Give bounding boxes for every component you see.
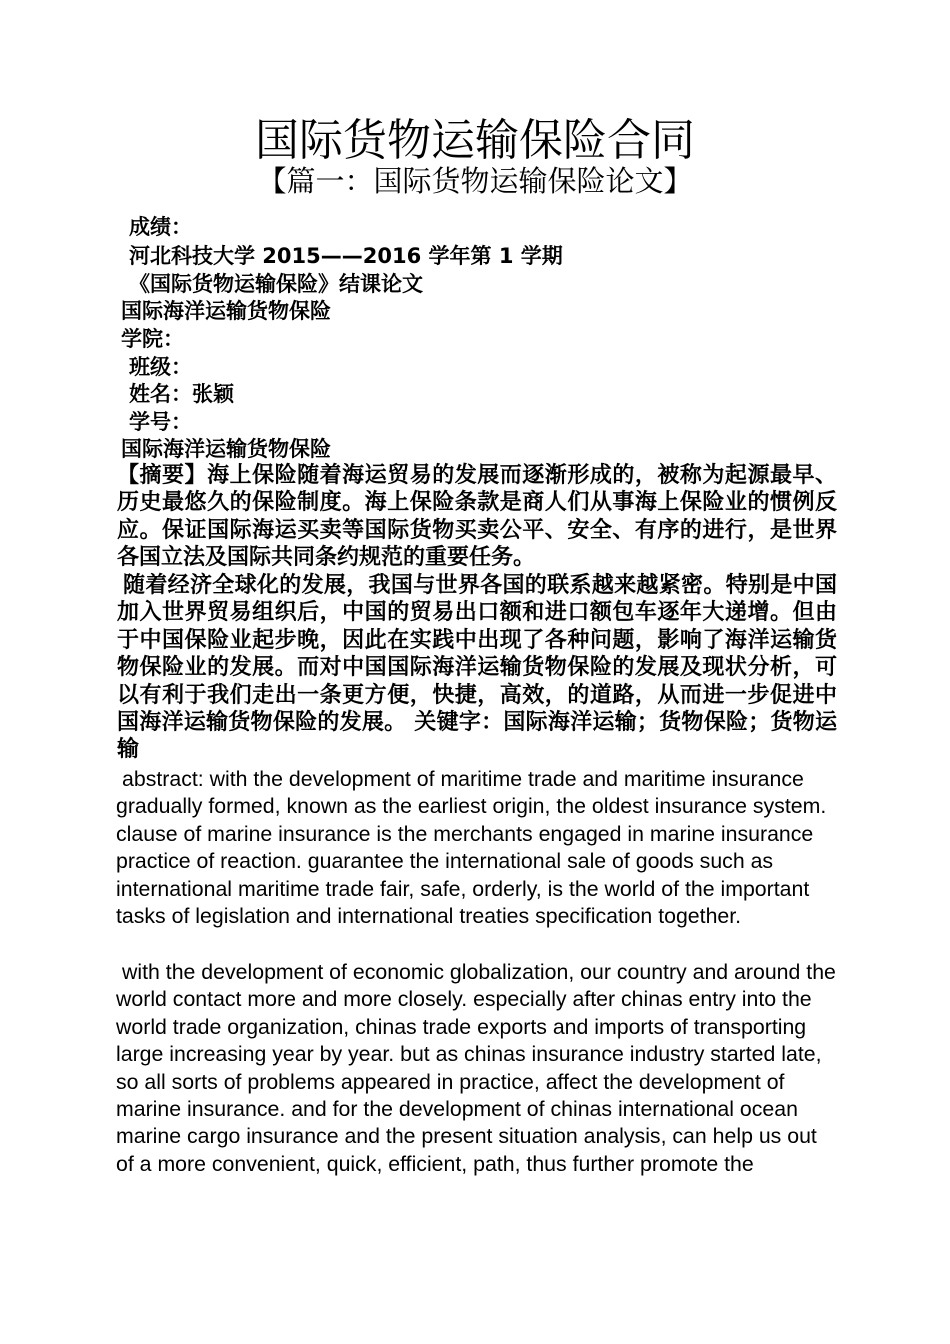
paper-topic: 国际海洋运输货物保险	[121, 299, 331, 323]
abstract-cn-paragraph-1: 【摘要】海上保险随着海运贸易的发展而逐渐形成的，被称为起源最早、历史最悠久的保险制度。海上保险条款是商人们从事海上保险业的惯例反应。保证国际海运买卖等国际货物买卖公平、安全、有序的进行，是世界各国立法及国际共同条约规范的重要任务。	[117, 463, 837, 571]
university-term: 河北科技大学 2015——2016 学年第 1 学期	[129, 244, 563, 268]
abstract-en-paragraph-2: with the development of economic globalization, our country and around the world contact more and more closely. especially after chinas entry into the world trade organization, chinas trade exports and imports of transporting large increasing year by year. but as chinas insurance industry started late, so all sorts of problems appeared in practice, affect the development of marine insurance. and for the development of chinas international ocean marine cargo insurance and the present situation analysis, can help us out of a more convenient, quick, efficient, path, thus further promote the	[116, 960, 836, 1176]
college-label: 学院：	[121, 327, 184, 351]
abstract-en-paragraph-1: abstract: with the development of maritime trade and maritime insurance gradually formed, known as the earliest origin, the oldest insurance system. clause of marine insurance is the merchants engaged in marine insurance practice of reaction. guarantee the international sale of goods such as international maritime trade fair, safe, orderly, is the world of the important tasks of legislation and international treaties specification together.	[116, 767, 827, 929]
course-title: 《国际货物运输保险》结课论文	[129, 272, 423, 296]
document-title: 国际货物运输保险合同	[255, 115, 695, 166]
abstract-cn-paragraph-2: 随着经济全球化的发展，我国与世界各国的联系越来越紧密。特别是中国加入世界贸易组织后，中国的贸易出口额和进口额包车逐年大递增。但由于中国保险业起步晚，因此在实践中出现了各种问题，影响了海洋运输货物保险业的发展。而对中国国际海洋运输货物保险的发展及现状分析，可以有利于我们走出一条更方便，快捷，高效，的道路，从而进一步促进中国海洋运输货物保险的发展。 关键字：国际海洋运输；货物保险；货物运输	[117, 573, 837, 763]
grade-label: 成绩：	[129, 215, 192, 239]
student-id-label: 学号：	[129, 410, 192, 434]
document-subtitle: 【篇一：国际货物运输保险论文】	[257, 164, 693, 198]
class-label: 班级：	[129, 355, 192, 379]
paper-topic-repeat: 国际海洋运输货物保险	[121, 437, 331, 461]
student-name: 姓名：张颖	[129, 382, 234, 406]
